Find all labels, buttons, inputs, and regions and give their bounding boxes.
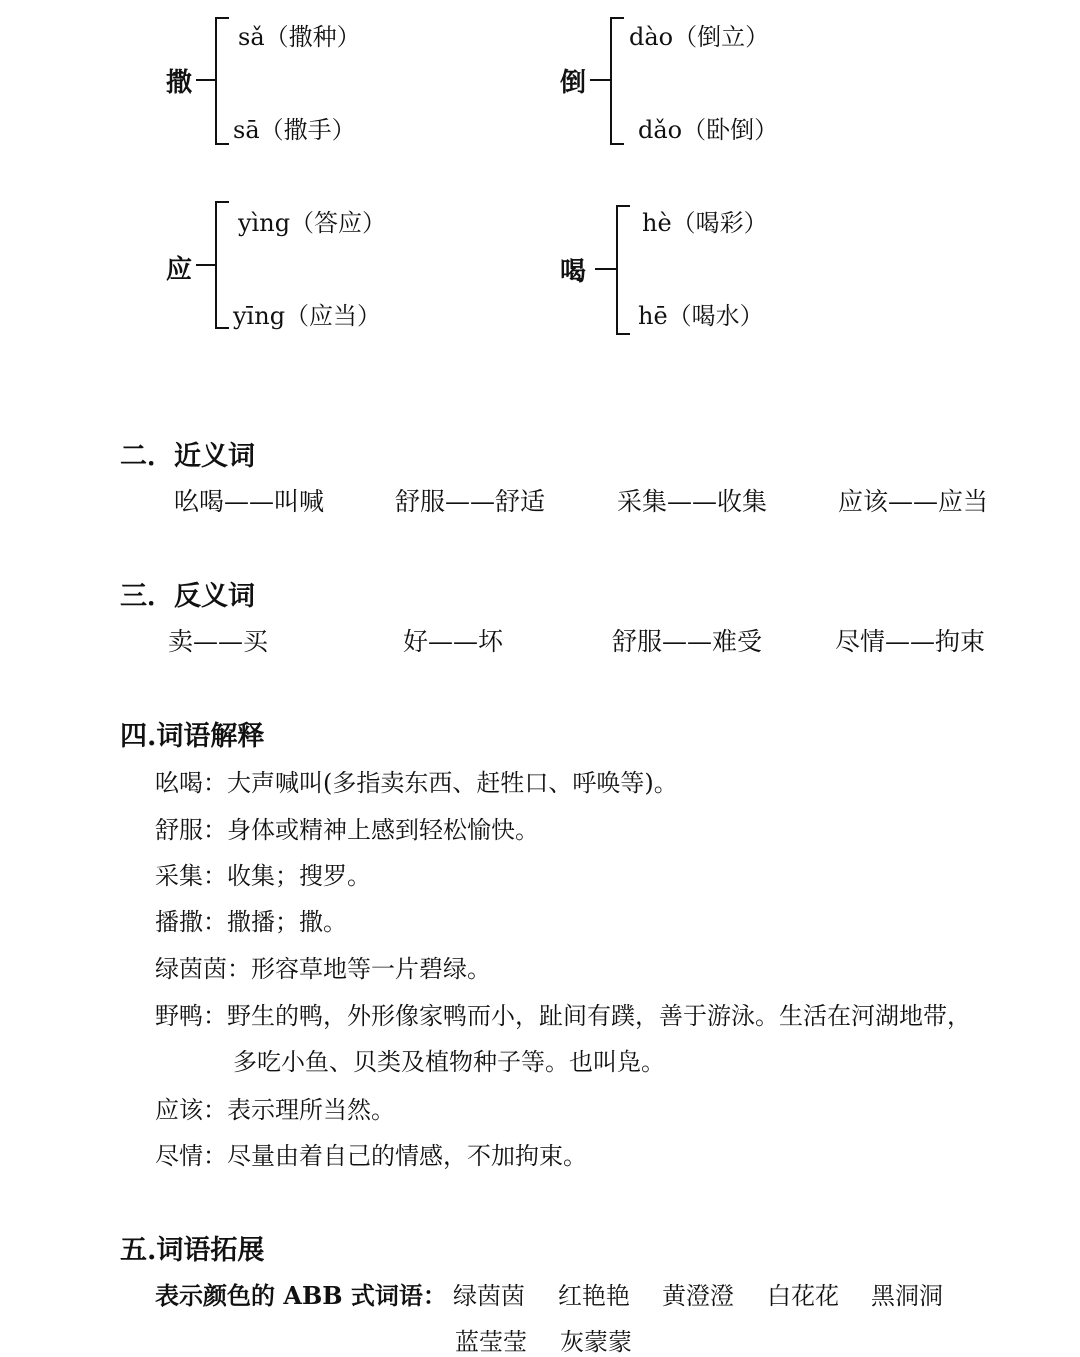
definition-line: 多吃小鱼、贝类及植物种子等。也叫凫。 [233, 1048, 665, 1076]
pinyin-reading: sā（撒手） [233, 116, 356, 144]
brace [610, 17, 624, 145]
brace-connector [590, 79, 611, 81]
section-heading: 二．近义词 [120, 441, 255, 472]
word-pair: 采集——收集 [617, 487, 768, 516]
polyphone-char: 撒 [166, 68, 193, 98]
brace-connector [595, 268, 617, 270]
pinyin-reading: yīng（应当） [233, 302, 382, 330]
abb-word: 黑洞洞 [871, 1282, 943, 1310]
abb-word: 蓝莹莹 [455, 1328, 527, 1356]
abb-word: 红艳艳 [558, 1282, 630, 1310]
polyphone-char: 倒 [560, 68, 587, 98]
brace-connector [196, 79, 216, 81]
section-heading: 四.词语解释 [120, 721, 265, 752]
definition-line: 采集：收集；搜罗。 [155, 862, 371, 890]
definition-line: 播撒：撒播；撒。 [155, 908, 347, 936]
word-pair: 尽情——拘束 [835, 627, 986, 656]
pinyin-reading: dǎo（卧倒） [638, 116, 779, 144]
definition-line: 舒服：身体或精神上感到轻松愉快。 [155, 816, 539, 844]
brace [215, 201, 229, 329]
pinyin-reading: yìng（答应） [238, 209, 387, 237]
definition-line: 应该：表示理所当然。 [155, 1096, 395, 1124]
pinyin-reading: dào（倒立） [629, 23, 770, 51]
pinyin-reading: hē（喝水） [638, 302, 764, 330]
definition-line: 野鸭：野生的鸭，外形像家鸭而小，趾间有蹼，善于游泳。生活在河湖地带， [155, 1002, 971, 1030]
polyphone-char: 喝 [560, 257, 587, 287]
abb-word: 黄澄澄 [662, 1282, 734, 1310]
word-pair: 应该——应当 [838, 487, 989, 516]
word-pair: 舒服——难受 [612, 627, 763, 656]
definition-line: 绿茵茵：形容草地等一片碧绿。 [155, 955, 491, 983]
section-heading: 三．反义词 [120, 581, 255, 612]
section-heading: 五.词语拓展 [120, 1235, 265, 1266]
word-pair: 吆喝——叫喊 [174, 487, 325, 516]
abb-word: 白花花 [767, 1282, 839, 1310]
polyphone-char: 应 [166, 255, 193, 285]
abb-word: 灰蒙蒙 [560, 1328, 632, 1356]
word-pair: 舒服——舒适 [395, 487, 546, 516]
brace-connector [196, 264, 216, 266]
brace [616, 205, 630, 335]
pinyin-reading: hè（喝彩） [642, 209, 768, 237]
word-pair: 卖——买 [168, 627, 269, 656]
pinyin-reading: sǎ（撒种） [238, 23, 361, 51]
brace [215, 17, 229, 145]
extension-label: 表示颜色的 ABB 式词语： [155, 1281, 447, 1310]
definition-line: 尽情：尽量由着自己的情感，不加拘束。 [155, 1142, 587, 1170]
definition-line: 吆喝：大声喊叫(多指卖东西、赶牲口、呼唤等)。 [155, 769, 678, 797]
word-pair: 好——坏 [403, 627, 504, 656]
abb-word: 绿茵茵 [453, 1282, 525, 1310]
